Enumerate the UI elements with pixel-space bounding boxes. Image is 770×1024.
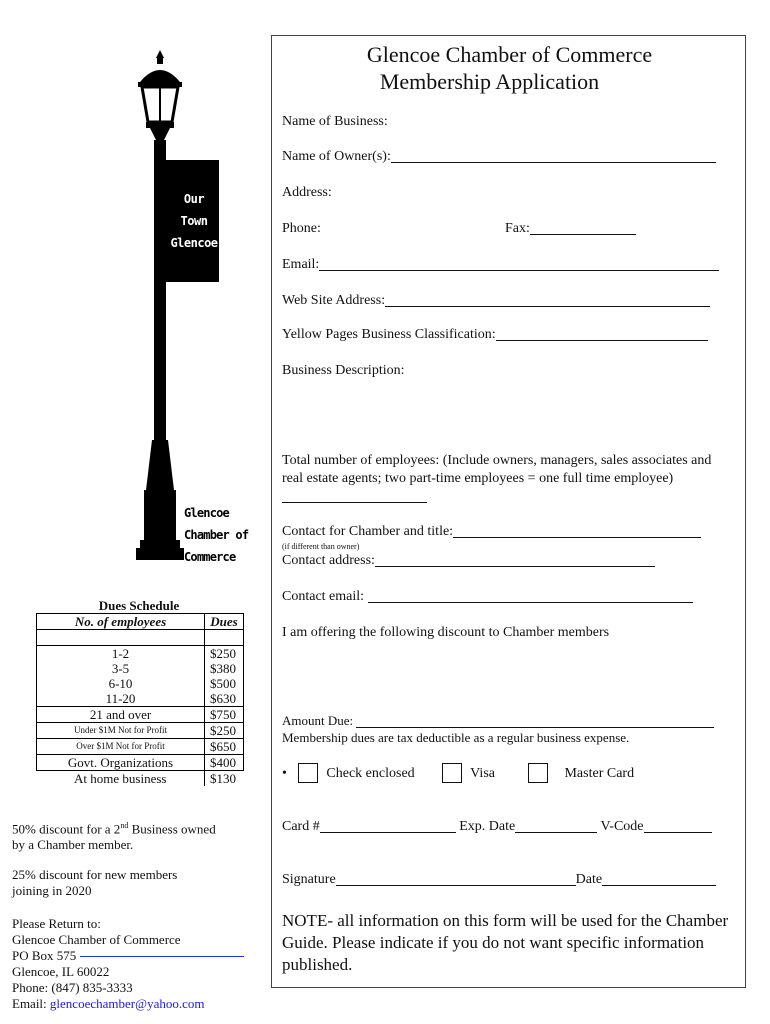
tax-deductible-note: Membership dues are tax deductible as a regular business expense. — [282, 730, 630, 745]
logo-line: Commerce — [184, 550, 236, 564]
dues-label: Govt. Organizations — [37, 755, 205, 771]
dues-header-dues: Dues — [205, 614, 244, 630]
return-po: PO Box 575 — [12, 948, 77, 963]
employees-field[interactable]: Total number of employees: (Include owners, managers, sales associates and real estate agents; two part-time employees = one full time employee) — [282, 452, 727, 506]
form-subtitle: Membership Application — [379, 69, 600, 94]
dues-label: 3-5 — [37, 661, 205, 676]
dues-amount: $650 — [205, 739, 244, 755]
return-address — [12, 916, 244, 1012]
table-cell — [37, 630, 205, 646]
dues-amount: $130 — [205, 771, 244, 787]
mastercard-label: Master Card — [564, 766, 635, 781]
dues-label: At home business — [37, 771, 205, 787]
contact-title-field[interactable]: Contact for Chamber and title: — [282, 524, 701, 540]
dues-schedule-title: Dues Schedule — [98, 598, 180, 613]
lamp-post-illustration — [120, 50, 260, 570]
email-link[interactable]: glencoechamber@yahoo.com — [49, 996, 205, 1011]
discount-offer-field[interactable]: I am offering the following discount to Chamber members — [282, 625, 610, 640]
contact-email-field[interactable]: Contact email: — [282, 589, 693, 605]
banner-line: Glencoe — [170, 236, 218, 250]
return-city: Glencoe, IL 60022 — [12, 964, 110, 979]
dues-amount: $750 — [205, 707, 244, 723]
return-heading: Please Return to: — [12, 916, 101, 931]
banner-line: Our — [183, 192, 205, 206]
dues-label: 11-20 — [37, 691, 205, 707]
return-org: Glencoe Chamber of Commerce — [12, 932, 181, 947]
dues-label: 6-10 — [37, 676, 205, 691]
mastercard-checkbox[interactable] — [528, 763, 548, 783]
dues-header-employees: No. of employees — [37, 614, 205, 630]
check-checkbox[interactable] — [298, 763, 318, 783]
dues-label: Over $1M Not for Profit — [37, 739, 205, 755]
bullet: • — [282, 766, 287, 781]
business-name-field[interactable]: Name of Business: — [282, 114, 388, 129]
second-business-discount-note: 50% discount for a 2nd Business owned by a Chamber member. — [12, 821, 216, 853]
if-different-note: (if different than owner) — [282, 542, 360, 551]
form-title: Glencoe Chamber of Commerce — [366, 42, 653, 67]
dues-amount: $500 — [205, 676, 244, 691]
logo-line: Glencoe — [184, 506, 229, 520]
logo-line: Chamber of — [184, 528, 249, 542]
dues-label: Under $1M Not for Profit — [37, 723, 205, 739]
dues-label: 1-2 — [37, 646, 205, 662]
dues-amount: $250 — [205, 646, 244, 662]
table-cell — [205, 630, 244, 646]
phone-field[interactable]: Phone: — [282, 221, 321, 236]
email-field[interactable]: Email: — [282, 257, 719, 273]
dues-amount: $630 — [205, 691, 244, 707]
dues-amount: $400 — [205, 755, 244, 771]
visa-label: Visa — [470, 766, 495, 781]
business-description-field[interactable]: Business Description: — [282, 363, 405, 378]
new-member-discount-note: 25% discount for new members joining in 2020 — [12, 867, 178, 898]
yellow-pages-field[interactable]: Yellow Pages Business Classification: — [282, 327, 708, 343]
publication-note: NOTE- all information on this form will be used for the Chamber Guide. Please indicate if you do not want specific information published. — [282, 911, 729, 974]
return-phone: Phone: (847) 835-3333 — [12, 980, 133, 995]
owner-name-field[interactable]: Name of Owner(s): — [282, 149, 716, 165]
dues-table — [36, 613, 244, 786]
check-label: Check enclosed — [326, 766, 415, 781]
banner-line: Town — [180, 214, 208, 228]
return-email-label: Email: — [12, 996, 50, 1011]
contact-address-field[interactable]: Contact address: — [282, 553, 655, 569]
amount-due-field[interactable]: Amount Due: — [282, 713, 714, 729]
payment-options — [282, 763, 634, 783]
website-field[interactable]: Web Site Address: — [282, 293, 710, 309]
fax-field[interactable]: Fax: — [505, 221, 636, 237]
card-details-field[interactable]: Card # Exp. Date V-Code — [282, 819, 712, 835]
dues-label: 21 and over — [37, 707, 205, 723]
dues-amount: $250 — [205, 723, 244, 739]
address-field[interactable]: Address: — [282, 185, 332, 200]
signature-field[interactable]: Signature Date — [282, 872, 716, 888]
lamp-banner — [166, 160, 219, 282]
chamber-logo-text — [184, 502, 264, 568]
link-underline — [80, 955, 244, 957]
dues-amount: $380 — [205, 661, 244, 676]
visa-checkbox[interactable] — [442, 763, 462, 783]
application-form — [271, 35, 746, 988]
